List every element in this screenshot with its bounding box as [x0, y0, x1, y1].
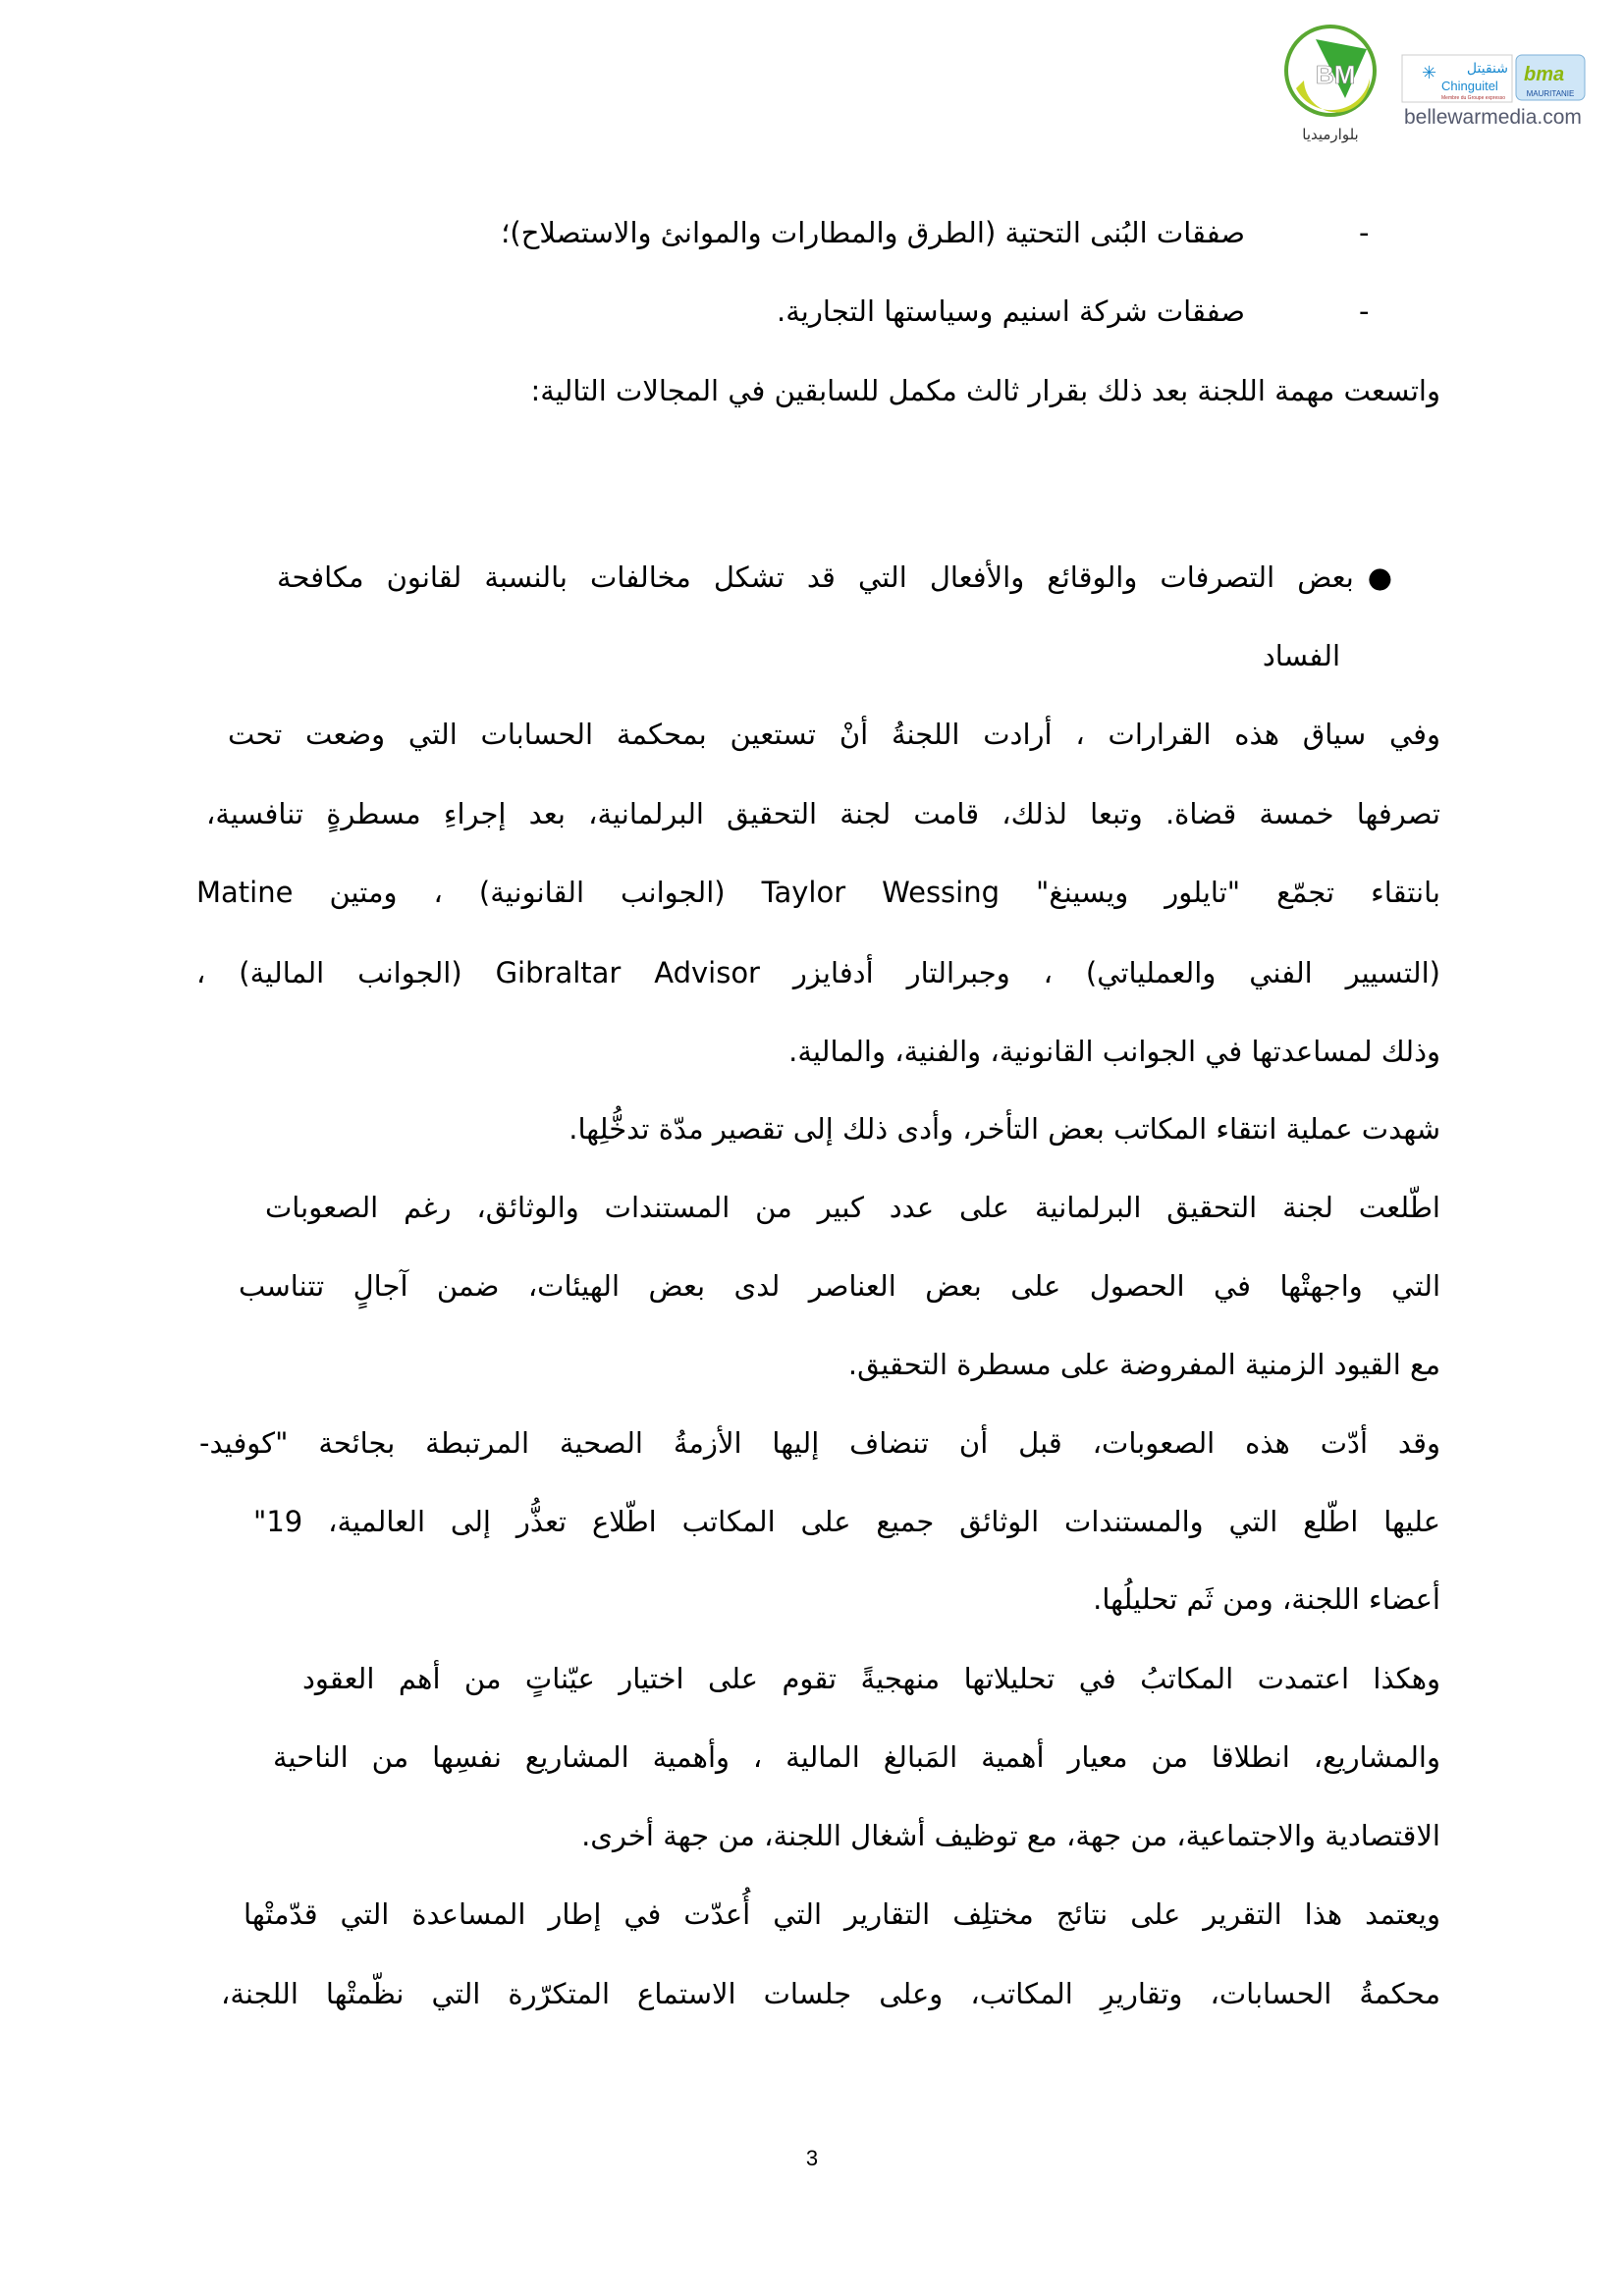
- dash-item-snim: صفقات شركة اسنيم وسياستها التجارية.: [777, 294, 1245, 328]
- body-line: (التسيير الفني والعملياتي) ، وجبرالتار أدفايزر Gibraltar Advisor (الجوانب المالية) ،: [196, 956, 1440, 989]
- page-number: 3: [805, 2146, 819, 2170]
- bellewar-media-logo: [1276, 20, 1610, 147]
- svg-text:BM: BM: [1316, 60, 1356, 89]
- svg-text:شنقيتل: شنقيتل: [1466, 61, 1508, 77]
- body-line: وذلك لمساعدتها في الجوانب القانونية، والفنية، والمالية.: [788, 1035, 1440, 1068]
- body-line: اطّلعت لجنة التحقيق البرلمانية على عدد كبير من المستندات والوثائق، رغم الصعوبات: [265, 1191, 1440, 1224]
- body-line: محكمةُ الحسابات، وتقاريرِ المكاتب، وعلى جلسات الاستماع المتكرّرة التي نظّمتْها اللجنة،: [221, 1977, 1440, 2010]
- body-line: شهدت عملية انتقاء المكاتب بعض التأخر، وأدى ذلك إلى تقصير مدّة تدخُّلِها.: [568, 1112, 1440, 1146]
- svg-text:بلوارميديا: بلوارميديا: [1302, 126, 1359, 143]
- body-line: والمشاريع، انطلاقا من معيار أهمية المَبالغ المالية ، وأهمية المشاريع نفسِها من الناحية: [273, 1740, 1440, 1774]
- svg-text:MAURITANIE: MAURITANIE: [1526, 89, 1575, 98]
- svg-text:bellewarmedia.com: bellewarmedia.com: [1404, 106, 1582, 129]
- body-line: وهكذا اعتمدت المكاتبُ في تحليلاتها منهجيةً تقوم على اختيار عيّناتٍ من أهم العقود: [302, 1662, 1440, 1695]
- svg-text:Membre du Groupe expresso: Membre du Groupe expresso: [1441, 95, 1506, 101]
- bullet-item: ●بعض التصرفات والوقائع والأفعال التي قد تشكل مخالفات بالنسبة لقانون مكافحة: [277, 561, 1392, 594]
- dash-item-infrastructure: صفقات البُنى التحتية (الطرق والمطارات والموانئ والاستصلاح)؛: [501, 216, 1245, 249]
- svg-text:bma: bma: [1524, 64, 1565, 85]
- body-line: التي واجهتْها في الحصول على بعض العناصر لدى بعض الهيئات، ضمن آجالٍ تتناسب: [239, 1269, 1440, 1303]
- body-line: مع القيود الزمنية المفروضة على مسطرة التحقيق.: [847, 1348, 1440, 1381]
- body-line: وقد أدّت هذه الصعوبات، قبل أن تنضاف إليها الأزمةُ الصحية المرتبطة بجائحة "كوفيد-: [199, 1426, 1440, 1460]
- svg-text:Chinguitel: Chinguitel: [1441, 79, 1498, 93]
- intro-paragraph: واتسعت مهمة اللجنة بعد ذلك بقرار ثالث مكمل للسابقين في المجالات التالية:: [530, 374, 1440, 407]
- body-line: ويعتمد هذا التقرير على نتائج مختلِف التقارير التي أُعدّت في إطار المساعدة التي قدّمتْها: [244, 1897, 1440, 1931]
- body-line: أعضاء اللجنة، ومن ثَم تحليلُها.: [1093, 1582, 1440, 1616]
- body-line: 19" العالمية، إلى تعذُّر اطّلاع المكاتب على جميع الوثائق والمستندات التي اطّلع عليها: [253, 1505, 1441, 1538]
- body-line: تصرفها خمسة قضاة. وتبعا لذلك، قامت لجنة التحقيق البرلمانية، بعد إجراءِ مسطرةٍ تنافسية،: [206, 797, 1440, 830]
- bullet-item-continuation: الفساد: [1262, 639, 1340, 672]
- body-line: الاقتصادية والاجتماعية، من جهة، مع توظيف أشغال اللجنة، من جهة أخرى.: [581, 1819, 1440, 1852]
- svg-text:✳: ✳: [1422, 63, 1437, 83]
- list-dash-marker: -: [1359, 294, 1370, 328]
- list-dash-marker: -: [1359, 216, 1370, 249]
- body-line: وفي سياق هذه القرارات ، أرادت اللجنةُ أنْ تستعين بمحكمة الحسابات التي وضعت تحت: [228, 718, 1440, 751]
- body-line: بانتقاء تجمّع "تايلور ويسينغ" Taylor Wessing (الجوانب القانونية) ، ومتين Matine: [196, 876, 1440, 909]
